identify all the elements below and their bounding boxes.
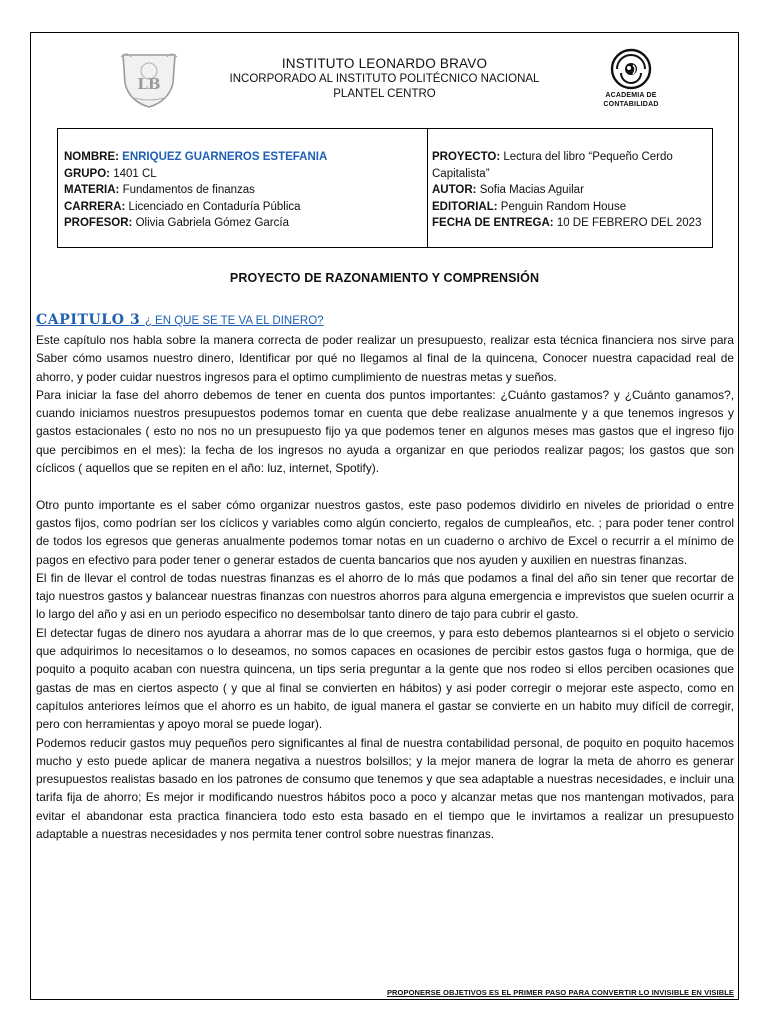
project-value: Lectura del libro “Pequeño Cerdo Capitalista” <box>432 151 673 180</box>
project-label: PROYECTO: <box>432 151 501 163</box>
subject-label: MATERIA: <box>64 184 120 196</box>
due-date-row <box>432 215 706 232</box>
professor-value: Olivia Gabriela Gómez García <box>135 217 289 229</box>
footer-motto: PROPONERSE OBJETIVOS ES EL PRIMER PASO PARA CONVERTIR LO INVISIBLE EN VISIBLE <box>386 988 734 997</box>
body-text <box>36 331 734 843</box>
due-date-label: FECHA DE ENTREGA: <box>432 217 554 229</box>
paragraph-1: Este capítulo nos habla sobre la manera correcta de poder realizar un presupuesto, realizar esta técnica financiera nos sirve para Saber cómo usamos nuestro dinero, Identificar por qué no llegamos al final de la quincena, Conocer nuestra capacidad real de ahorro, y poder cuidar nuestros ingresos para el optimo cumplimiento de nuestras metas y sueños. <box>36 333 734 384</box>
chapter-subtitle: ¿ EN QUE SE TE VA EL DINERO? <box>144 315 324 327</box>
student-name-value: ENRIQUEZ GUARNEROS ESTEFANIA <box>122 151 328 163</box>
student-name-label: NOMBRE: <box>64 151 119 163</box>
paragraph-6: Podemos reducir gastos muy pequeños pero significantes al final de nuestra contabilidad personal, de poquito en poquito hacemos mucho y esto puede aplicar de manera negativa a nuestros bolsillos; y la mejor manera de lograr la meta de ahorro es generar presupuestos realistas basado en los patrones de consumo que tenemos y que sea adaptable a nuestras necesidades, e incluir una tarifa fija de ahorro; Es mejor ir modificando nuestros hábitos poco a poco y alcanzar metas que nos mantengan motivados, para evitar el abandonar esta practica financiera todo esto esta basado en el tiempo que le invirtamos a realizar un presupuesto adaptable a nuestras necesidades y nos permita tener control sobre nuestras finanzas. <box>36 735 734 842</box>
career-value: Licenciado en Contaduría Pública <box>128 200 301 213</box>
group-value: 1401 CL <box>113 167 157 180</box>
career-row <box>64 199 427 216</box>
paragraph-3: Otro punto importante es el saber cómo organizar nuestros gastos, este paso podemos dividirlo en niveles de prioridad o entre gastos fijos, como podrían ser los cíclicos y variables como algún concierto, regalos de cumpleaños, etc. ; para poder tener control de todos los egresos que generas anualmente podemos tomar notas en un cuaderno o archivo de Excel o recurrir a el mínimo de pagos en efectivo para poder tener o generar estados de cuenta bancarios que nos ayuden y auxilien en nuestras finanzas. <box>36 497 734 567</box>
student-name-row <box>64 149 427 166</box>
academy-name-line1: ACADEMIA DE <box>605 92 657 99</box>
chapter-number: CAPITULO 3 <box>36 312 141 328</box>
page-frame <box>30 32 739 1000</box>
due-date-value: 10 DE FEBRERO DEL 2023 <box>556 217 702 229</box>
paragraph-4: El fin de llevar el control de todas nuestras finanzas es el ahorro de lo más que podamos a final del año sin tener que recortar de tajo nuestros gastos y balancear nuestras finanzas con nuestros ahorros para alguna emergencia e imprevistos que suelen ocurrir a lo largo del año y asi en un periodo especifico no desembolsar tanto dinero de tajo para cubrir el gasto. <box>36 570 734 622</box>
info-table <box>57 128 713 248</box>
author-row <box>432 182 706 199</box>
paragraph-gap <box>36 477 734 495</box>
publisher-row <box>432 199 706 216</box>
career-label: CARRERA: <box>64 200 126 213</box>
student-info-cell <box>58 129 428 247</box>
group-label: GRUPO: <box>64 167 110 180</box>
author-label: AUTOR: <box>432 184 477 196</box>
campus-line: PLANTEL CENTRO <box>333 88 436 100</box>
academy-emblem-icon <box>609 47 653 91</box>
publisher-label: EDITORIAL: <box>432 200 498 213</box>
paragraph-5: El detectar fugas de dinero nos ayudara a ahorrar mas de lo que creemos, y para esto debemos plantearnos si el objeto o servicio que adquirimos lo necesitamos o lo deseamos, no somos capaces en ocasiones de percibir estos gastos fuga o hormiga, que de poquito a poquito acaban con nuestra quincena, un tips seria preguntar a la gente que nos rodeo si ellos perciben ocasiones que gastas de mas en ciertos aspecto ( y que al final se convierten en hábitos) y asi poder corregir o mejorar este aspecto, como en capítulos anteriores leímos que el ahorro es un habito, de igual manera el gastar se convierte en un habito muy difícil de corregir, pero con herramientas y apoyo moral se puede logar). <box>36 625 734 732</box>
academy-name-line2: CONTABILIDAD <box>603 101 659 108</box>
professor-row <box>64 215 427 232</box>
publisher-value: Penguin Random House <box>500 200 627 213</box>
project-row <box>432 149 706 182</box>
institute-name: INSTITUTO LEONARDO BRAVO <box>281 56 488 71</box>
project-info-cell <box>428 129 712 247</box>
document-title: PROYECTO DE RAZONAMIENTO Y COMPRENSIÓN <box>229 271 540 285</box>
incorporated-line: INCORPORADO AL INSTITUTO POLITÉCNICO NACIONAL <box>229 73 540 85</box>
subject-value: Fundamentos de finanzas <box>122 184 255 196</box>
crest-monogram: LB <box>137 75 161 93</box>
author-value: Sofia Macias Aguilar <box>479 184 584 196</box>
chapter-heading <box>36 311 324 330</box>
group-row <box>64 166 427 183</box>
academy-logo <box>593 47 669 119</box>
professor-label: PROFESOR: <box>64 217 133 229</box>
paragraph-2: Para iniciar la fase del ahorro debemos de tener en cuenta dos puntos importantes: ¿Cuánto gastamos? y ¿Cuánto ganamos?, cuando iniciamos nuestros presupuestos podemos tomar en cuenta que debe realizase anualmente y a que tenemos ingresos y gastos estacionales ( esto no nos no un presupuesto fijo ya que podemos tener en algunos meses mas gastos que el ingreso fijo que percibimos en el mes): la fecha de los ingresos no ayuda a organizar en que periodos realizar pagos; los gastos que son cíclicos ( aquellos que se repiten en el año: luz, internet, Spotify). <box>36 387 734 476</box>
subject-row <box>64 182 427 199</box>
